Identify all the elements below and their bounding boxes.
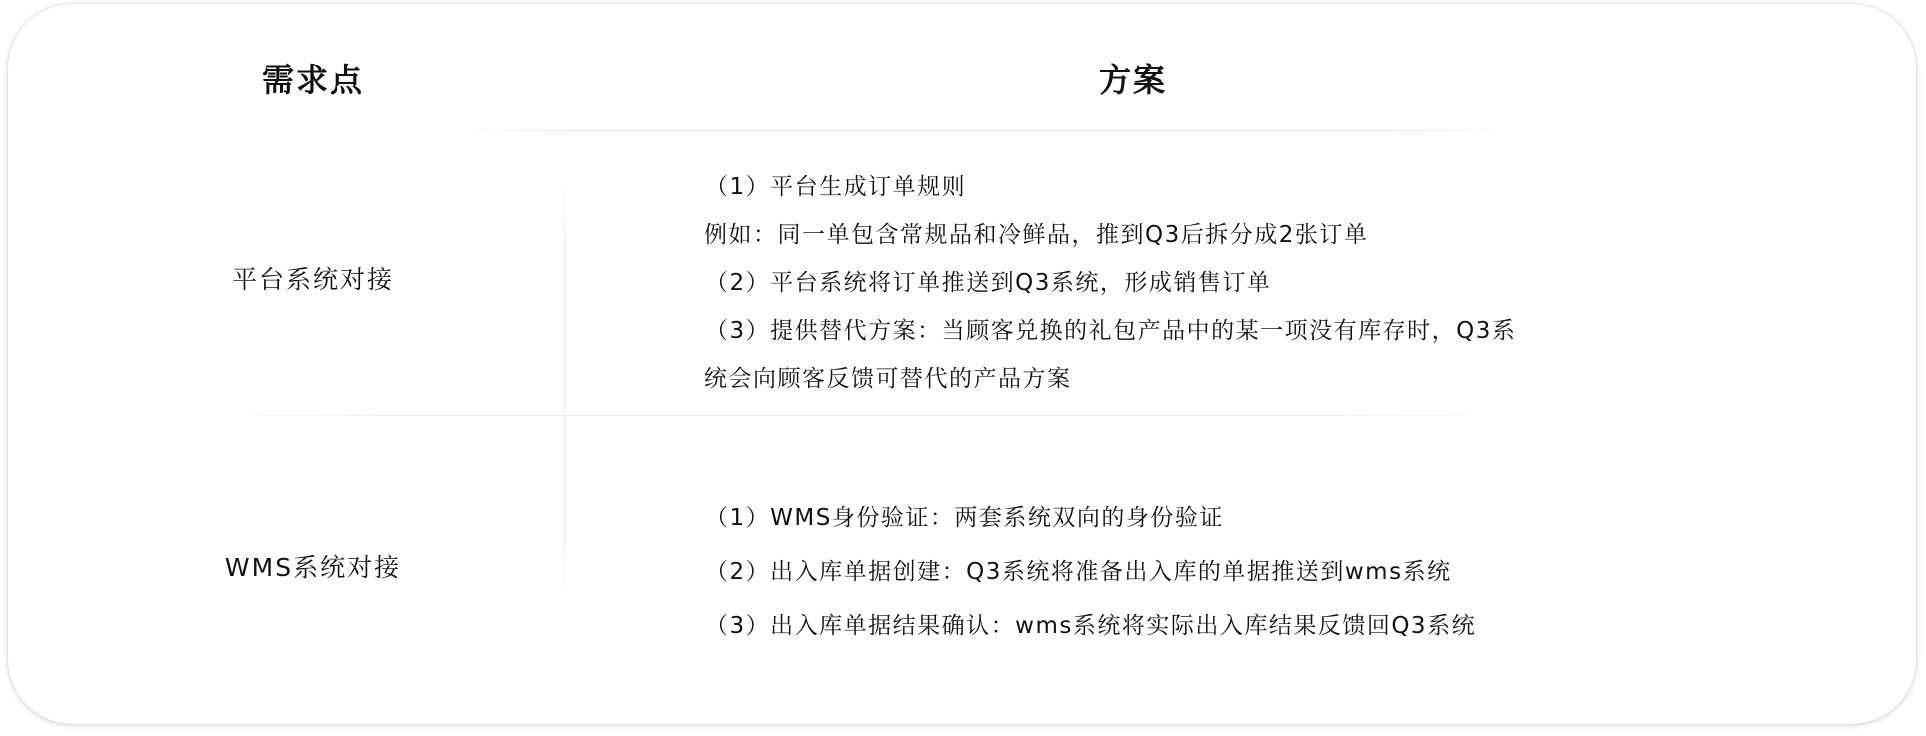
column-divider <box>564 174 565 604</box>
row-1-solution <box>704 163 1604 403</box>
solution-line: （1）WMS身份验证：两套系统双向的身份验证 <box>705 505 1224 531</box>
solution-line: （2）平台系统将订单推送到Q3系统，形成销售订单 <box>705 270 1272 296</box>
solution-line: （2）出入库单据创建：Q3系统将准备出入库的单据推送到wms系统 <box>705 559 1452 585</box>
column-header-solution: 方案 <box>1098 61 1167 99</box>
solution-line: （3）出入库单据结果确认：wms系统将实际出入库结果反馈回Q3系统 <box>705 613 1477 639</box>
row-2-solution <box>704 491 1604 653</box>
solution-line: 例如：同一单包含常规品和冷鲜品，推到Q3后拆分成2张订单 <box>704 222 1369 248</box>
row-2-requirement: WMS系统对接 <box>224 553 402 582</box>
row-1-requirement: 平台系统对接 <box>231 265 394 294</box>
solution-line: （3）提供替代方案：当顾客兑换的礼包产品中的某一项没有库存时，Q3系 <box>705 318 1517 344</box>
solution-line: （1）平台生成订单规则 <box>705 174 967 200</box>
solution-line: 统会向顾客反馈可替代的产品方案 <box>704 366 1072 392</box>
header-divider <box>458 130 1508 131</box>
row-divider <box>208 415 1508 416</box>
table-card <box>8 4 1916 724</box>
column-header-requirement: 需求点 <box>261 61 364 99</box>
